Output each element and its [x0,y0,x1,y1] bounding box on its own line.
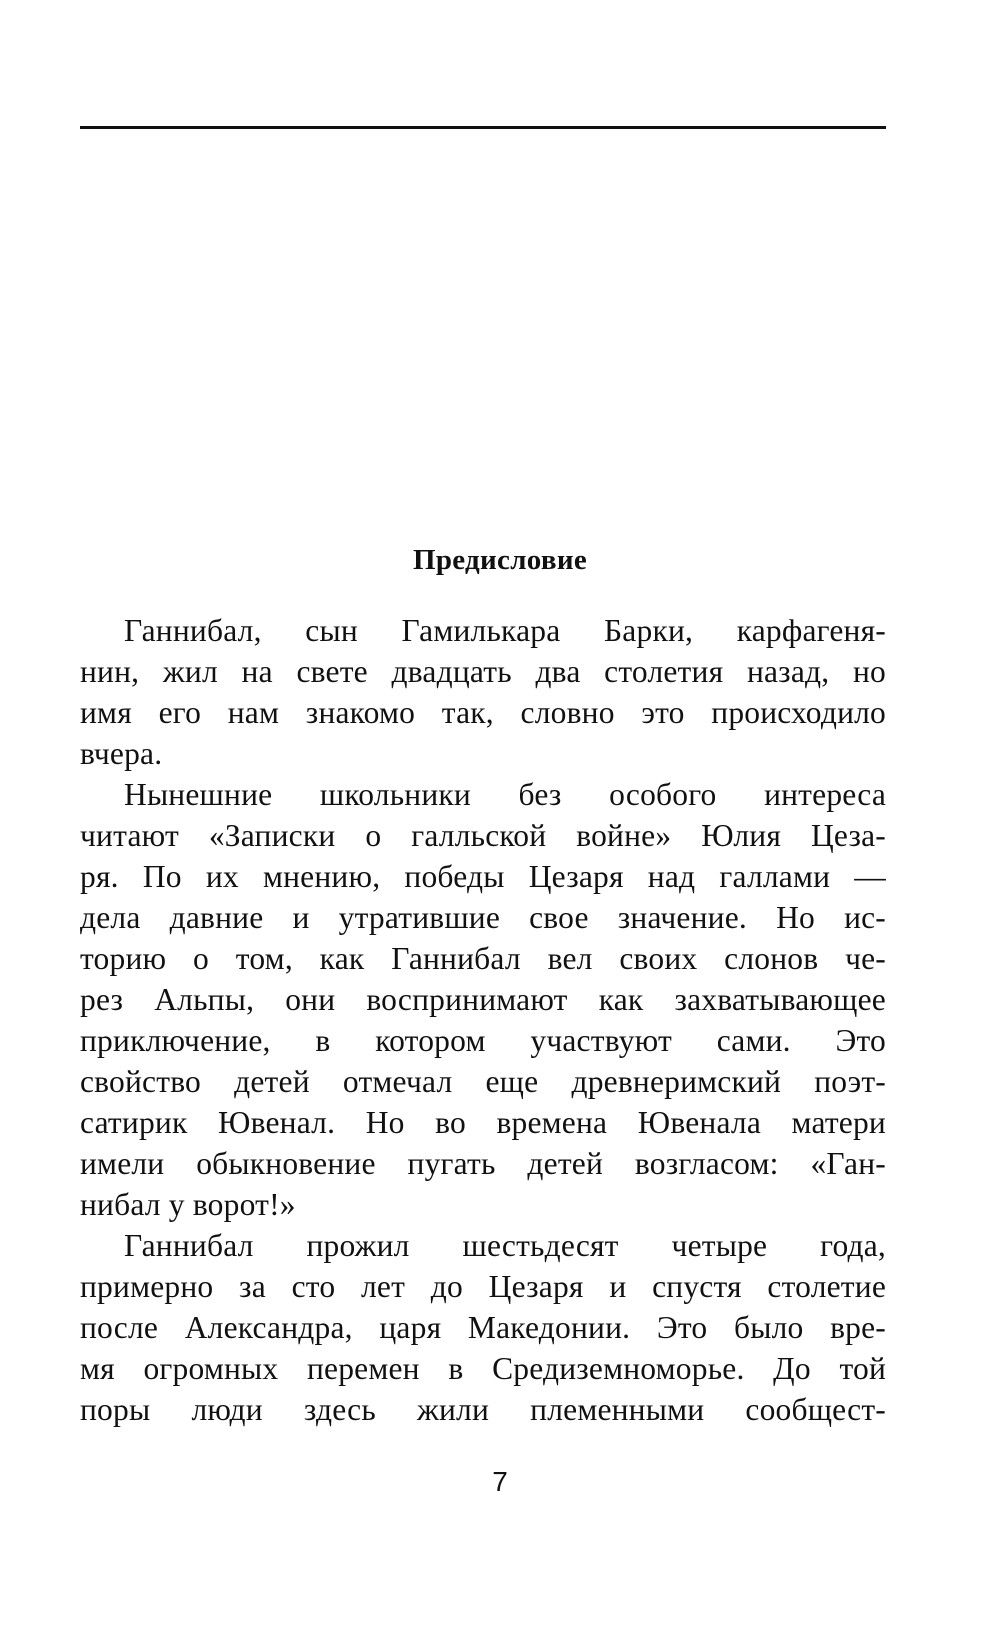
text-line: поры люди здесь жили племенными сообщест- [80,1392,886,1427]
header-rule [80,126,886,129]
text-line: ря. По их мнению, победы Цезаря над галлами — [80,859,886,894]
text-line: примерно за сто лет до Цезаря и спустя столетие [80,1269,886,1304]
text-line: торию о том, как Ганнибал вел своих слонов че- [80,941,886,976]
text-line: вчера. [80,736,163,771]
text-line: Нынешние школьники без особого интереса [124,777,886,812]
text-line: Ганнибал прожил шестьдесят четыре года, [124,1228,886,1263]
text-line: нибал у ворот!» [80,1187,296,1222]
text-line: после Александра, царя Македонии. Это было вре- [80,1310,886,1345]
body-text [80,610,886,1430]
paragraph [80,610,886,774]
text-line: нин, жил на свете двадцать два столетия назад, но [80,654,886,689]
text-line: свойство детей отмечал еще древнеримский поэт- [80,1064,886,1099]
text-line: мя огромных перемен в Средиземноморье. До той [80,1351,886,1386]
page-number: 7 [492,1466,508,1497]
paragraph [80,1225,886,1430]
text-line: приключение, в котором участвуют сами. Это [80,1023,886,1058]
text-line: имели обыкновение пугать детей возгласом: «Ган- [80,1146,886,1181]
text-line: дела давние и утратившие свое значение. Но ис- [80,900,886,935]
text-line: читают «Записки о галльской войне» Юлия Цеза- [80,818,886,853]
text-line: имя его нам знакомо так, словно это происходило [80,695,886,730]
text-line: рез Альпы, они воспринимают как захватывающее [80,982,886,1017]
text-line: сатирик Ювенал. Но во времена Ювенала матери [80,1105,886,1140]
paragraph [80,774,886,1225]
text-line: Ганнибал, сын Гамилькара Барки, карфагеня- [124,613,886,648]
chapter-title: Предисловие [412,544,587,576]
